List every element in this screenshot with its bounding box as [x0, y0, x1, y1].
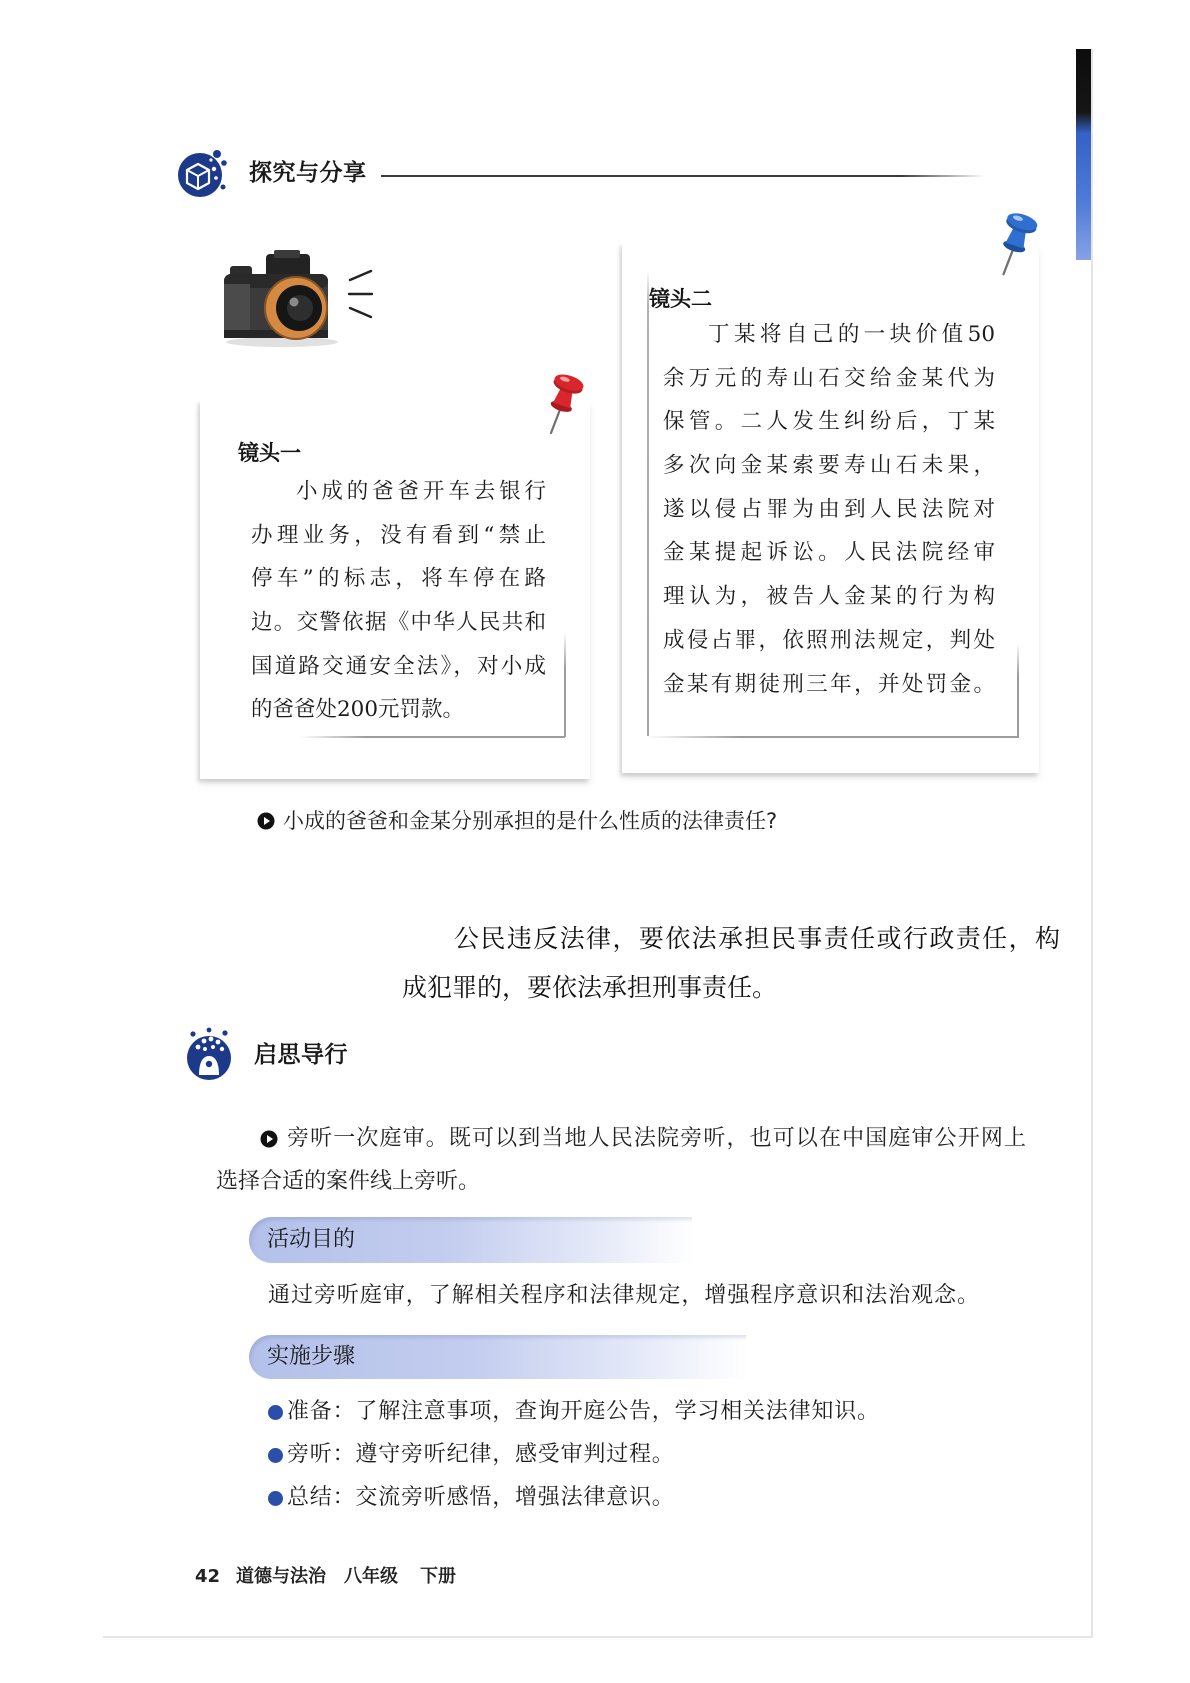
scene-one-line: 国道路交通安全法》，对小成 — [251, 653, 546, 679]
play-circle-icon — [260, 1130, 278, 1148]
summary-line: 成犯罪的，要依法承担刑事责任。 — [402, 973, 778, 1002]
scene-one-text — [251, 470, 546, 732]
scene-two-card — [622, 243, 1039, 773]
scene-two-line: 金某有期徒刑三年，并处罚金。 — [663, 671, 995, 697]
scene-one-line: 办理业务，没有看到“禁止 — [251, 522, 546, 548]
step-text: 总结：交流旁听感悟，增强法律意识。 — [287, 1485, 675, 1510]
card-frame-left — [647, 270, 649, 736]
scene-two-line: 理认为，被告人金某的行为构 — [663, 584, 995, 610]
steps-label: 实施步骤 — [267, 1344, 356, 1369]
footer-grade: 八年级 — [344, 1566, 398, 1587]
scene-two-line: 丁某将自己的一块价值50 — [708, 322, 995, 347]
camera-sound-lines — [346, 266, 376, 322]
step-item — [268, 1442, 675, 1468]
card-frame-bottom — [647, 736, 1019, 738]
page-edge-line — [1091, 49, 1093, 1638]
footer-volume: 下册 — [420, 1566, 456, 1587]
question-text: 小成的爸爸和金某分别承担的是什么性质的法律责任? — [283, 809, 778, 833]
step-text: 准备：了解注意事项，查询开庭公告，学习相关法律知识。 — [287, 1399, 880, 1424]
question-row — [257, 808, 777, 834]
bullet-dot-icon — [268, 1448, 283, 1463]
card-frame-bottom — [300, 736, 565, 738]
card-frame-right — [564, 632, 566, 737]
purpose-text: 通过旁听庭审，了解相关程序和法律规定，增强程序意识和法治观念。 — [268, 1283, 979, 1308]
scene-one-line: 的爸爸处200元罚款。 — [251, 697, 465, 723]
scene-two-line: 遂以侵占罪为由到人民法院对 — [663, 496, 995, 522]
step-text: 旁听：遵守旁听纪律，感受审判过程。 — [287, 1442, 675, 1467]
scene-one-title: 镜头一 — [238, 441, 301, 465]
scene-two-line: 金某提起诉讼。人民法院经审 — [663, 540, 995, 566]
purpose-label: 活动目的 — [267, 1227, 356, 1252]
footer-subject: 道德与法治 — [236, 1566, 326, 1587]
purpose-banner — [249, 1217, 692, 1263]
scene-two-text — [663, 313, 995, 706]
red-pushpin-icon — [539, 371, 587, 435]
scene-one-line: 停车”的标志，将车停在路 — [251, 566, 546, 592]
scene-one-card — [200, 400, 590, 779]
scene-two-line: 成侵占罪，依照刑法规定，判处 — [663, 627, 995, 653]
bullet-dot-icon — [268, 1491, 283, 1506]
scene-two-line: 多次向金某索要寿山石未果， — [663, 453, 995, 479]
blue-pushpin-icon — [991, 209, 1041, 277]
task-line: 旁听一次庭审。既可以到当地人民法院旁听，也可以在中国庭审公开网上 — [287, 1126, 1026, 1151]
explore-share-heading: 探究与分享 — [249, 160, 367, 186]
idea-icon — [184, 1027, 234, 1083]
scene-two-line: 余万元的寿山石交给金某代为 — [663, 365, 995, 391]
page-number: 42 — [195, 1566, 221, 1587]
scene-one-line: 边。交警依据《中华人民共和 — [251, 610, 546, 636]
steps-banner — [249, 1335, 746, 1379]
task-line: 选择合适的案件线上旁听。 — [216, 1169, 481, 1194]
scene-one-line: 小成的爸爸开车去银行 — [296, 479, 546, 504]
scene-two-line: 保管。二人发生纠纷后，丁某 — [663, 409, 995, 435]
page-bottom-line — [103, 1636, 1093, 1638]
guided-practice-heading: 启思导行 — [254, 1042, 348, 1068]
step-item — [268, 1485, 675, 1511]
bullet-dot-icon — [268, 1405, 283, 1420]
step-item — [268, 1399, 880, 1425]
play-circle-icon — [257, 812, 275, 830]
cube-icon — [176, 145, 228, 201]
scene-two-title: 镜头二 — [649, 287, 712, 311]
heading-rule — [381, 175, 985, 177]
summary-line: 公民违反法律，要依法承担民事责任或行政责任，构 — [454, 924, 1060, 953]
card-frame-right — [1017, 643, 1019, 737]
camera-icon — [220, 246, 344, 348]
